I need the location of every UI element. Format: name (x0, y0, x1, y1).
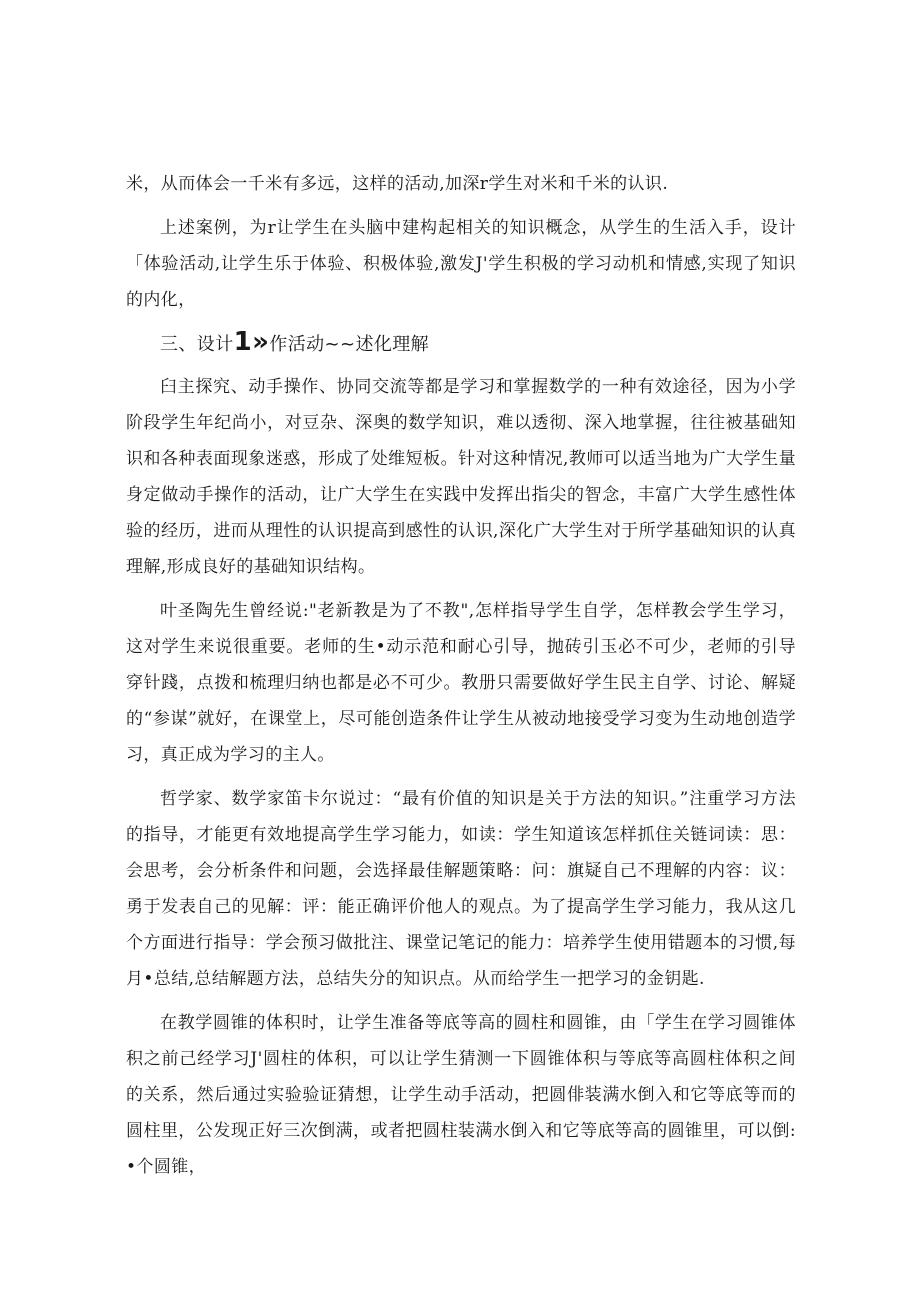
section-heading-prefix: 三、设计 (160, 334, 234, 355)
paragraph-hands-on: 臼主探究、动手操作、协同交流等都是学习和掌握数学的一种有效途径，因为小学阶段学生年纪尚小，对豆杂、深奥的数学知识，难以透彻、深入地掌握，往往被基础知识和各种表面现象迷惑，形成了处维短板。针对这种情况,教师可以适当地为广大学生量身定做动手操作的活动，让广大学生在实践中发挥出指尖的智念，丰富广大学生感性体验的经历，进而从理性的认识提高到感性的认识,深化广大学生对于所学基础知识的认真理解,形成良好的基础知识结构。 (126, 377, 796, 577)
section-heading (126, 322, 796, 365)
paragraph-descartes: 哲学家、数学家笛卡尔说过：“最有价值的知识是关于方法的知识。”注重学习方法的指导，才能更有效地提高学生学习能力，如读：学生知道该怎样抓住关链词读：思：会思考，会分析条件和问题，会选择最佳解题策略：问：旗疑自己不理解的内容：议：勇于发表自己的见解：评：能正确评价他人的观点。为了提高学生学习能力，我从这几个方面进行指导：学会预习做批注、课堂记笔记的能力：培养学生使用错题本的习惯,每月•总结,总结解题方法，总结失分的知识点。从而给学生一把学习的金钥匙. (126, 789, 796, 989)
section-heading-suffix: 作活动~~述化理解 (269, 334, 430, 355)
paragraph-ye-shengtao: 叶圣陶先生曾经说:"老新教是为了不教",怎样指导学生自学，怎样教会学生学习，这对学生来说很重要。老师的生•动示范和耐心引导，抛砖引玉必不可少，老师的引导穿针踐，点拨和梳理归纳也都是必不可少。教册只需要做好学生民主自学、讨论、解疑的“参谋”就好，在课堂上，尽可能创造条件让学生从被动地接受学习变为生动地创造学习，真正成为学习的主人。 (126, 601, 796, 765)
section-heading-big: 1» (233, 327, 270, 357)
paragraph-cone-volume: 在教学圆锥的体积时，让学生准备等底等高的圆柱和圆锥，由「学生在学习圆锥体积之前己经学习J'圆柱的体积，可以让学生猜测一下圆锥体积与等底等高圆柱体积之间的关系，然后通过实验验证猜想，让学生动手活动，把圆俳装满水倒入和它等底等而的圆柱里，公发现正好三次倒满，或者把圆柱装满水倒入和它等底等高的圆锥里，可以倒:•个圆锥， (126, 1013, 796, 1177)
paragraph-case-summary: 上述案例，为r让学生在头脑中建构起相关的知识概念，从学生的生活入手，设计「体验活动,让学生乐于体验、积极体验,激发J'学生积极的学习动机和情感,实现了知识的内化， (126, 218, 796, 310)
paragraph-continued: 米，从而体会一千米有多远，这样的活动,加深r学生对米和千米的认识. (126, 174, 669, 194)
document-body (126, 166, 796, 1185)
